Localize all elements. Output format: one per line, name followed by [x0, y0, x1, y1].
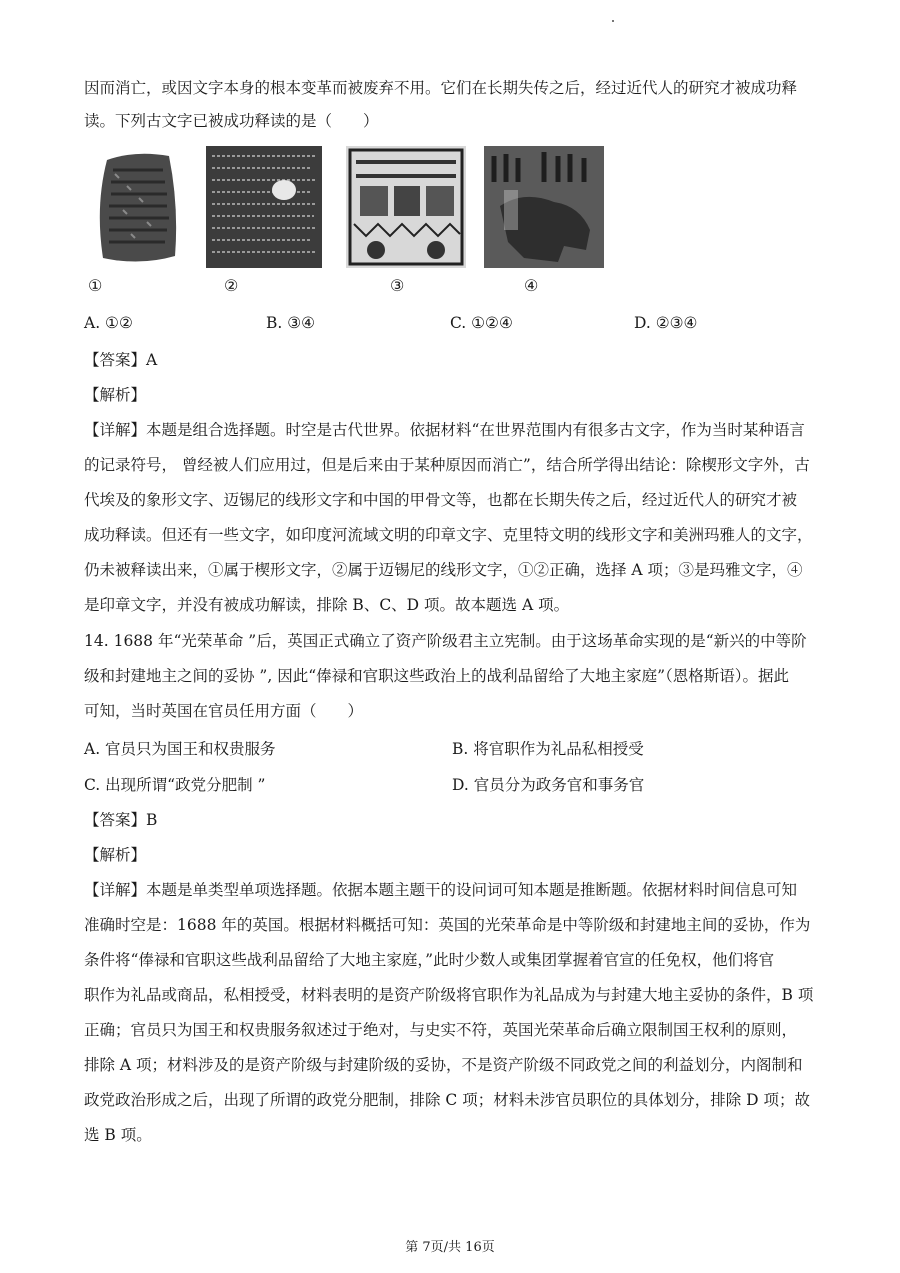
- q14-stem-line-3: 可知，当时英国在官员任用方面（ ）: [84, 702, 364, 720]
- q14-detail-line-8: 选 B 项。: [84, 1126, 152, 1144]
- q14-detail-line-4: 职作为礼品或商品，私相授受，材料表明的是资产阶级将官职作为礼品成为与封建大地主妥协的条件，B 项: [84, 986, 814, 1004]
- q14-detail-line-1: 【详解】本题是单类型单项选择题。依据本题主题干的设问词可知本题是推断题。依据材料时间信息可知: [84, 881, 798, 899]
- scan-dot: [612, 20, 614, 22]
- page-footer: 第 7页/共 16页: [405, 1240, 495, 1255]
- q13-option-a: A. ①②: [84, 314, 133, 332]
- q14-answer: 【答案】B: [84, 811, 158, 829]
- q13-stem-line-1: 因而消亡，或因文字本身的根本变革而被废弃不用。它们在长期失传之后，经过近代人的研究才被成功释: [84, 79, 798, 97]
- q14-stem-line-2: 级和封建地主之间的妥协 ”, 因此“俸禄和官职这些政治上的战利品留给了大地主家庭”（恩格斯语）。据此: [84, 667, 790, 685]
- q13-detail-line-4: 成功释读。但还有一些文字，如印度河流域文明的印章文字、克里特文明的线形文字和美洲玛雅人的文字，: [84, 526, 813, 544]
- indus-seal-image: [484, 146, 604, 268]
- q14-option-d: D. 官员分为政务官和事务官: [452, 776, 645, 794]
- q13-detail-line-1: 【详解】本题是组合选择题。时空是古代世界。依据材料“在世界范围内有很多古文字，作为当时某种语言: [84, 421, 805, 439]
- q13-analysis-label: 【解析】: [84, 386, 147, 404]
- q13-detail-line-3: 代埃及的象形文字、迈锡尼的线形文字和中国的甲骨文等，也都在长期失传之后，经过近代人的研究才被: [84, 491, 798, 509]
- q14-detail-line-3: 条件将“俸禄和官职这些战利品留给了大地主家庭，”此时少数人或集团掌握着官宣的任免权，他们将官: [84, 951, 775, 969]
- q14-option-a: A. 官员只为国王和权贵服务: [84, 740, 276, 758]
- q13-stem-line-2: 读。下列古文字已被成功释读的是（ ）: [84, 112, 379, 130]
- q13-detail-line-5: 仍未被释读出来，①属于楔形文字，②属于迈锡尼的线形文字，①②正确，选择 A 项；③是玛雅文字，④: [84, 561, 803, 579]
- q14-stem-line-1: 14. 1688 年“光荣革命 ”后，英国正式确立了资产阶级君主立宪制。由于这场革命实现的是“新兴的中等阶: [84, 632, 807, 650]
- q14-detail-line-7: 政党政治形成之后，出现了所谓的政党分肥制，排除 C 项；材料未涉官员职位的具体划分，排除 D 项；故: [84, 1091, 810, 1109]
- q13-option-d: D. ②③④: [634, 314, 698, 332]
- maya-codex-image: [346, 146, 466, 268]
- q13-answer: 【答案】A: [84, 351, 158, 369]
- q13-option-c: C. ①②④: [450, 314, 513, 332]
- image-label-3: ③: [390, 276, 405, 295]
- image-label-2: ②: [224, 276, 239, 295]
- q13-detail-line-2: 的记录符号， 曾经被人们应用过，但是后来由于某种原因而消亡”，结合所学得出结论：除楔形文字外，古: [84, 456, 810, 474]
- cuneiform-tablet-image: [95, 146, 180, 268]
- image-label-1: ①: [88, 276, 103, 295]
- q13-option-b: B. ③④: [266, 314, 316, 332]
- image-label-4: ④: [524, 276, 539, 295]
- q14-option-c: C. 出现所谓“政党分肥制 ”: [84, 776, 266, 794]
- q14-analysis-label: 【解析】: [84, 846, 147, 864]
- q14-detail-line-6: 排除 A 项；材料涉及的是资产阶级与封建阶级的妥协，不是资产阶级不同政党之间的利益划分，内阁制和: [84, 1056, 803, 1074]
- q14-detail-line-2: 准确时空是：1688 年的英国。根据材料概括可知：英国的光荣革命是中等阶级和封建地主间的妥协，作为: [84, 916, 811, 934]
- q14-detail-line-5: 正确；官员只为国王和权贵服务叙述过于绝对，与史实不符，英国光荣革命后确立限制国王权利的原则，: [84, 1021, 798, 1039]
- linear-script-tablet-image: [206, 146, 322, 268]
- q14-option-b: B. 将官职作为礼品私相授受: [452, 740, 644, 758]
- q13-detail-line-6: 是印章文字，并没有被成功解读，排除 B、C、D 项。故本题选 A 项。: [84, 596, 570, 614]
